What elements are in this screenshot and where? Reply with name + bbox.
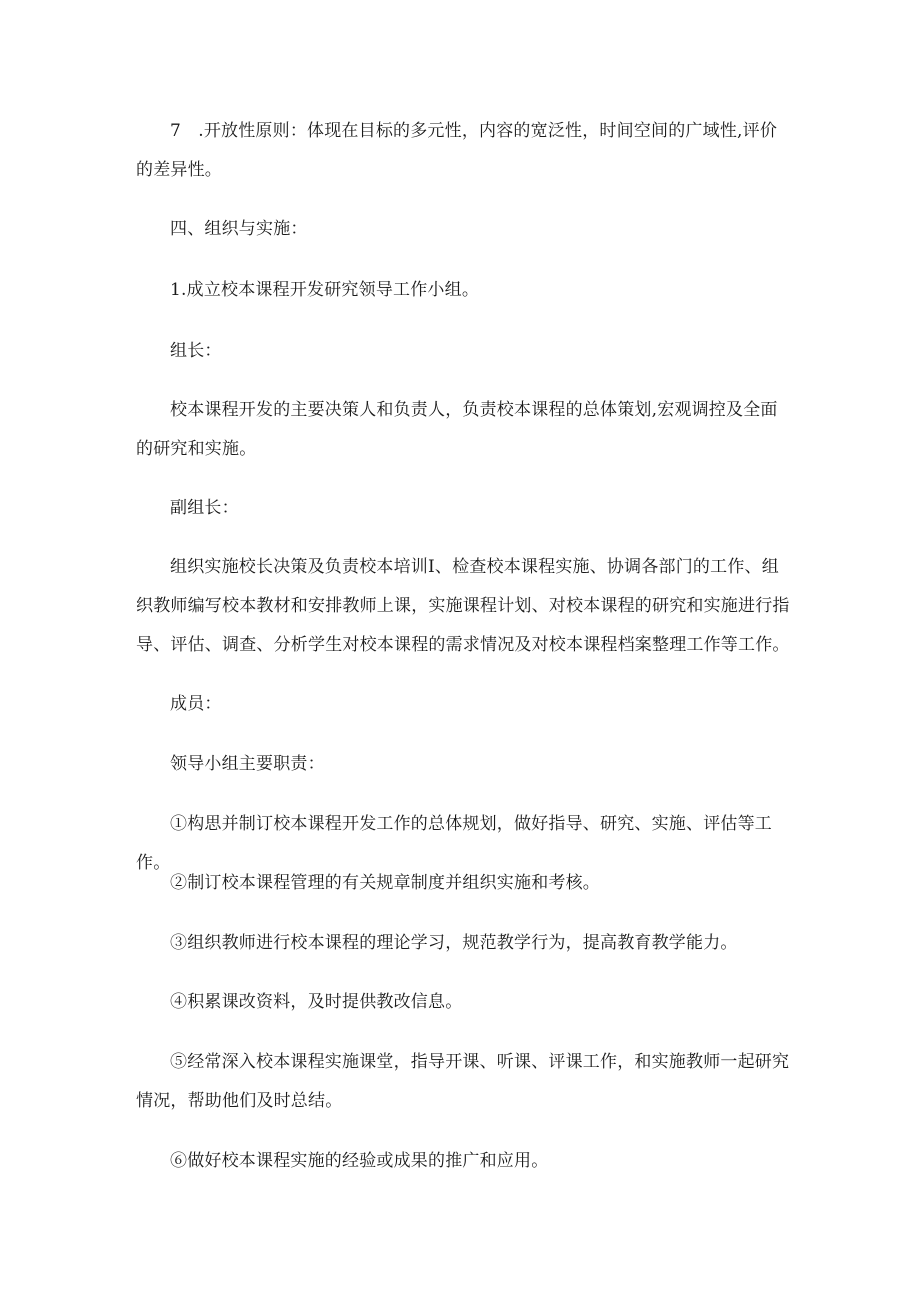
label-deputy-leader xyxy=(136,489,790,528)
label-text: 副组长： xyxy=(170,498,239,518)
paragraph-leadership-group xyxy=(136,271,790,310)
paragraph-principle-7 xyxy=(136,112,790,190)
duty-item-6 xyxy=(136,1142,790,1181)
label-text: 成员： xyxy=(170,694,222,714)
paragraph-text: 组织实施校长决策及负责校本培训I、检查校本课程实施、协调各部门的工作、组织教师编写校本教材和安排教师上课，实施课程计划、对校本课程的研究和实施进行指导、评估、调查、分析学生对校本课程的需求情况及对校本课程档案整理工作等工作。 xyxy=(136,557,790,655)
label-members xyxy=(136,685,790,724)
duty-text: ②制订校本课程管理的有关规章制度并组织实施和考核。 xyxy=(170,873,600,893)
paragraph-text: 校本课程开发的主要决策人和负责人，负责校本课程的总体策划,宏观调控及全面的研究和实施。 xyxy=(136,400,778,459)
duty-text: ③组织教师进行校本课程的理论学习，规范教学行为，提高教育教学能力。 xyxy=(170,933,738,953)
paragraph-text: 7 .开放性原则：体现在目标的多元性，内容的宽泛性，时间空间的广域性,评价的差异性。 xyxy=(136,121,778,180)
label-group-leader xyxy=(136,332,790,371)
duty-text: ⑥做好校本课程实施的经验或成果的推广和应用。 xyxy=(170,1151,549,1171)
label-text: 领导小组主要职责： xyxy=(170,754,325,774)
duty-text: ④积累课改资料，及时提供教改信息。 xyxy=(170,992,463,1012)
section-heading-organization xyxy=(136,210,790,249)
duty-text: ①构思并制订校本课程开发工作的总体规划，做好指导、研究、实施、评估等工作。 xyxy=(136,814,772,873)
paragraph-deputy-duty xyxy=(136,548,790,665)
label-main-duties xyxy=(136,745,790,784)
paragraph-text: 1.成立校本课程开发研究领导工作小组。 xyxy=(170,280,480,300)
label-text: 组长： xyxy=(170,341,222,361)
duty-item-4 xyxy=(136,983,790,1022)
duty-item-3 xyxy=(136,924,790,963)
duty-item-2 xyxy=(136,864,790,903)
duty-item-5 xyxy=(136,1043,790,1121)
duty-text: ⑤经常深入校本课程实施课堂，指导开课、听课、评课工作，和实施教师一起研究情况，帮助他们及时总结。 xyxy=(136,1052,790,1111)
heading-text: 四、组织与实施： xyxy=(170,219,308,239)
paragraph-leader-duty xyxy=(136,391,790,469)
